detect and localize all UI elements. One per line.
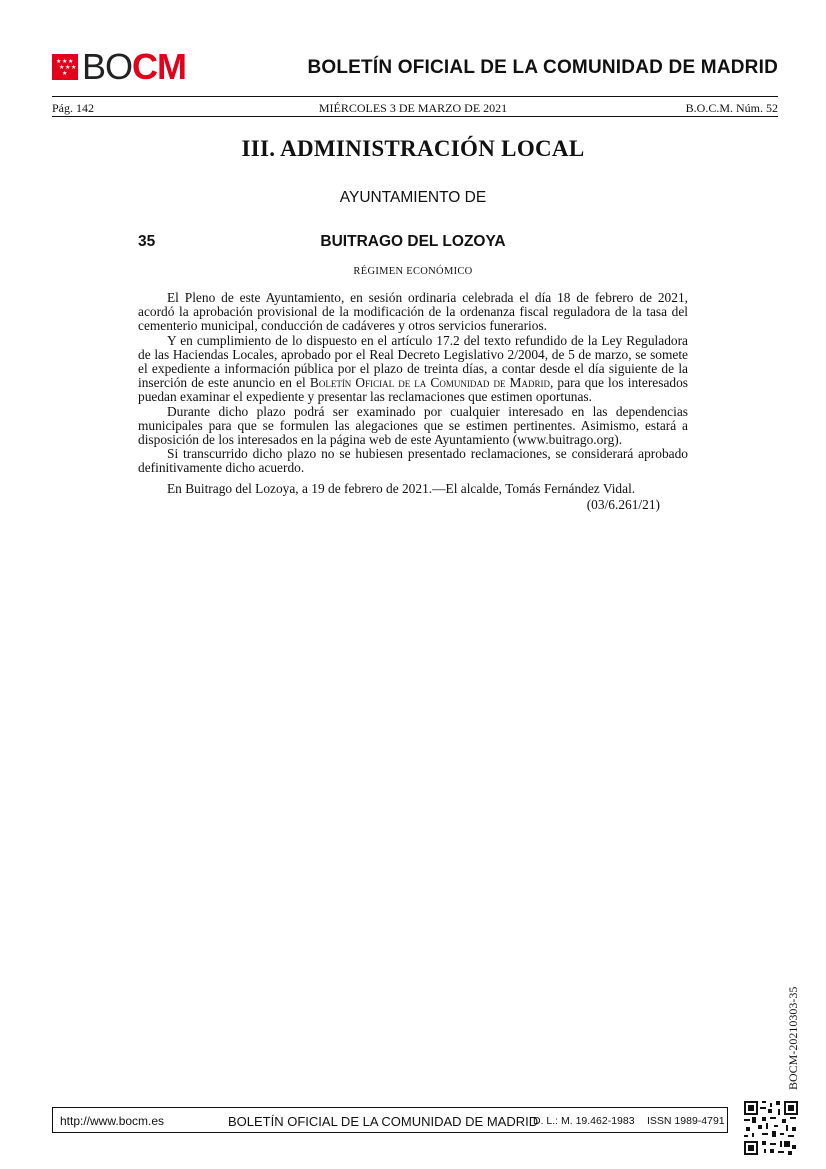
paragraph-1: El Pleno de este Ayuntamiento, en sesión ordinaria celebrada el día 18 de febrero de 2021, acordó la aprobación provisional de la modificación de la ordenanza fiscal reguladora de la tasa del cementerio municipal, conducción de cadáveres y otros servicios funerarios.: [138, 290, 688, 334]
paragraph-2-part-a: Y en cumplimiento de lo dispuesto en el artículo 17.2 del texto refundido de la Ley Reguladora de las Haciendas Locales, aprobado por el Real Decreto Legislativo 2/2004, de 5 de marzo, se somete el expediente a información pública por el plazo de treinta días, a contar desde el día siguiente de la inserción de este anuncio en el: [138, 332, 688, 391]
entry-number: 35: [138, 233, 156, 250]
section-title: III. ADMINISTRACIÓN LOCAL: [241, 136, 585, 161]
entry-name: BUITRAGO DEL LOZOYA: [320, 233, 506, 250]
issue-number: B.O.C.M. Núm. 52: [685, 101, 778, 115]
reference-code: (03/6.261/21): [586, 496, 660, 512]
footer-issn: ISSN 1989-4791: [647, 1115, 725, 1127]
paragraph-3: Durante dicho plazo podrá ser examinado por cualquier interesado en las dependencias municipales para que se formulen las alegaciones que se estimen pertinentes. Asimismo, estará a disposición de los interesados en la página web de este Ayuntamiento (www.buitrago.org).: [138, 403, 688, 448]
header-rule-top: [52, 96, 778, 97]
announcement-body: [138, 291, 688, 512]
paragraph-2-bocm-name: Boletín Oficial de la Comunidad de Madrid: [309, 375, 550, 391]
footer-publication: BOLETÍN OFICIAL DE LA COMUNIDAD DE MADRID: [228, 1114, 539, 1129]
page-number: Pág. 142: [52, 101, 94, 115]
logo-text-cm: CM: [132, 46, 187, 87]
header-rule-bottom: [52, 116, 778, 117]
ayuntamiento-label: AYUNTAMIENTO DE: [339, 189, 487, 206]
footer-legal-deposit: D. L.: M. 19.462-1983: [533, 1115, 635, 1127]
paragraph-2: [138, 334, 688, 405]
bocm-logo: [52, 46, 187, 87]
footer: [52, 1107, 728, 1133]
qr-code-icon: [744, 1101, 798, 1155]
publication-title: BOLETÍN OFICIAL DE LA COMUNIDAD DE MADRID: [307, 57, 778, 78]
logo-text-bo: BO: [82, 46, 133, 87]
document-code: BOCM-20210303-35: [786, 986, 800, 1090]
issue-date: MIÉRCOLES 3 DE MARZO DE 2021: [318, 101, 508, 115]
signature-line: En Buitrago del Lozoya, a 19 de febrero de 2021.—El alcalde, Tomás Fernández Vidal.: [167, 480, 636, 496]
paragraph-2-part-b: , para que los interesados puedan examinar el expediente y presentar las reclamaciones que estimen oportunas.: [138, 375, 688, 405]
subsection-title: RÉGIMEN ECONÓMICO: [353, 266, 473, 277]
logo-wordmark: [82, 46, 187, 87]
paragraph-4: Si transcurrido dicho plazo no se hubiesen presentado reclamaciones, se considerará aprobado definitivamente dicho acuerdo.: [138, 446, 688, 476]
madrid-flag-icon: ★ ★ ★ ★ ★ ★ ★: [52, 54, 78, 80]
footer-url-link[interactable]: http://www.bocm.es: [60, 1114, 165, 1128]
